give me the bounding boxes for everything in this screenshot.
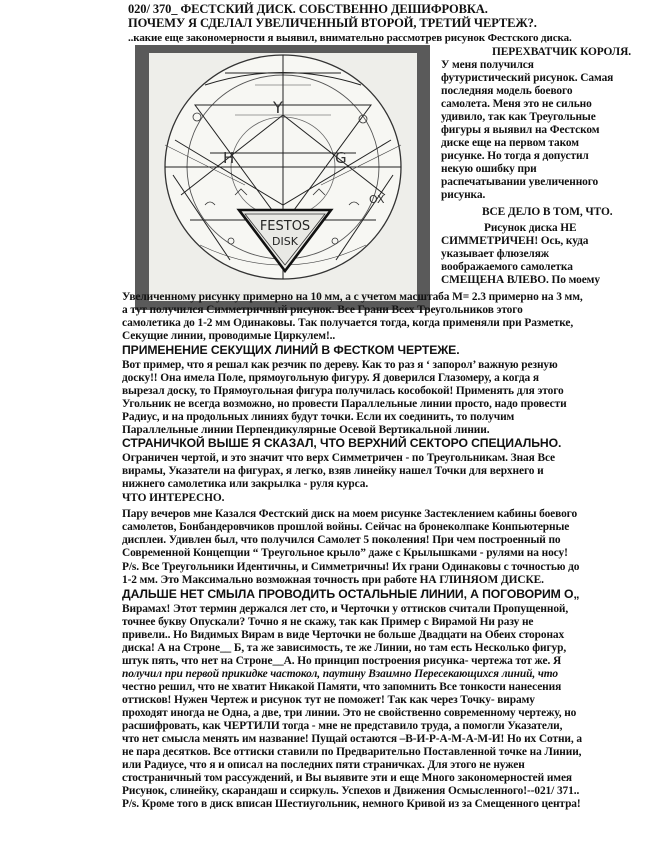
right-col-heading: ПЕРЕХВАТЧИК КОРОЛЯ. [492, 46, 631, 58]
glyph-y: Y [273, 98, 283, 117]
body-line: точнее букву Опускали? Точно я не скажу, так как Пример с Вирамой Ни разу не [122, 616, 534, 628]
body-line: привели.. Но Видимых Вирам в виде Черточки не больше Двадцати на Обеих сторонах [122, 629, 565, 641]
disk-label-disk: DISK [272, 235, 298, 248]
body-line: или Радиусе, что я и описал на последних пяти страничках. Для этого не нужен [122, 759, 525, 771]
body-line: честно решил, что не хватит Никакой Памяти, что запомнить Все тонкости нанесения [122, 681, 562, 693]
body-line: стостраничный том рассуждений, и Вы выявите эти и еще Много закономерностей имея [122, 772, 572, 784]
right-col-line: У меня получился [441, 59, 534, 71]
body-line: получил при первой прикидке частокол, паутину Взаимно Пересекающихся линий, что [122, 668, 558, 680]
right-col-line: рисунке. Но тогда я допустил [441, 150, 589, 162]
glyph-h: H [223, 149, 235, 167]
body-line: Секущие линии, проводимые Циркулем!.. [122, 330, 336, 342]
body-line: P/s. Все Треугольники Идентичны, и Симметричны! Их грани Одинаковы с точностью до [122, 561, 580, 573]
right-col-line: рисунка. [441, 189, 486, 201]
right-col-line: воображаемого самолетка [441, 261, 573, 273]
right-col-line: футуристический рисунок. Самая [441, 72, 614, 84]
doc-subtitle: ПОЧЕМУ Я СДЕЛАЛ УВЕЛИЧЕННЫЙ ВТОРОЙ, ТРЕТИЙ ЧЕРТЕЖ?. [128, 16, 537, 30]
right-col-line: диске еще на первом таком [441, 137, 579, 149]
body-line: Параллельные линии Перпендикулярные Осевой Вертикальной линии. [122, 424, 490, 436]
section-heading: ДАЛЬШЕ НЕТ СМЫЛА ПРОВОДИТЬ ОСТАЛЬНЫЕ ЛИНИИ, А ПОГОВОРИМ О„ [122, 587, 580, 601]
right-col-line: некую ошибку при [441, 163, 537, 175]
body-line: Вот пример, что я решал как резчик по дереву. Как то раз я ‘ запорол’ важную резную [122, 359, 558, 371]
body-line: Ограничен чертой, и это значит что верх Симметричен - по Треугольникам. Зная Все [122, 452, 556, 464]
body-line: Радиус, и на продольных линиях будут точки. Если их соединить, то получим [122, 411, 515, 423]
body-line: Увеличенному рисунку примерно на 10 мм, а с учетом масштаба М= 2.3 примерно на 3 мм, [122, 291, 583, 303]
body-line: вырезал доску, то Прямоугольная фигура получилась кособокой! Применять для этого [122, 385, 564, 397]
right-col-line: самолета. Меня это не сильно [441, 98, 592, 110]
right-col-line: указывает флюзеляж [441, 248, 549, 260]
body-line: Рисунок, слинейку, скарандаш и ссиркуль. Успехов и Движения Осмысленного!--021/ 371.. [122, 785, 580, 797]
disk-drawing-svg [135, 45, 430, 310]
body-line: а тут получился Симметричный рисунок. Все Грани Всех Треугольников этого [122, 304, 523, 316]
body-line: Пару вечеров мне Казался Фестский диск на моем рисунке Застеклением кабины боевого [122, 508, 578, 520]
body-line: оттисков! Нужен Чертеж и рисунок тут не поможет! Так как через Точку- вираму [122, 694, 535, 706]
section-heading: ПРИМЕНЕНИЕ СЕКУЩИХ ЛИНИЙ В ФЕСТКОМ ЧЕРТЕЖЕ. [122, 343, 460, 357]
glyph-g: G [335, 149, 347, 167]
right-col-subheading: ВСЕ ДЕЛО В ТОМ, ЧТО. [482, 206, 613, 218]
body-line: 1-2 мм. Это Максимально возможная точность при работе НА ГЛИНЯОМ ДИСКЕ. [122, 574, 544, 586]
right-col-line: распечатывании увеличенного [441, 176, 599, 188]
body-line: диска! А на Строне__ Б, та же зависимость, те же Линии, но там есть Несколько фигур, [122, 642, 567, 654]
right-col-line: СМЕЩЕНА ВЛЕВО. По моему [441, 274, 600, 286]
body-line: вирамы, Указатели на фигурах, я легко, взяв линейку нашел Точки для верхнего и [122, 465, 544, 477]
right-col-line: Рисунок диска НЕ [484, 222, 577, 234]
right-col-line: фигуры я выявил на Фестском [441, 124, 600, 136]
doc-header-title: 020/ 370_ ФЕСТСКИЙ ДИСК. СОБСТВЕННО ДЕШИФРОВКА. [128, 2, 488, 16]
body-line: доску!! Она имела Поле, прямоугольную фигуру. Я доверился Глазомеру, а когда я [122, 372, 539, 384]
section-heading: ЧТО ИНТЕРЕСНО. [122, 492, 225, 504]
right-col-line: удивило, так как Треугольные [441, 111, 596, 123]
body-line: Современной Концепции “ Треугольное крыло” даже с Крылышками - рулями на носу! [122, 547, 568, 559]
body-line: нижнего самолетика или закрылка - руля курса. [122, 478, 369, 490]
body-line: P/s. Кроме того в диск вписан Шестиугольник, немного Кривой из за Смещенного центра! [122, 798, 581, 810]
body-line: дисплеи. Удивлен был, что получился Самолет 5 поколения! При чем построенный по [122, 534, 561, 546]
festos-disk-drawing [135, 45, 430, 310]
body-line: расшифровать, как ЧЕРТИЛИ тогда - мне не представило труда, а помогли Указатели, [122, 720, 563, 732]
body-line: самолетов, Бонбандеровчиков прошлой войны. Сейчас на бронеколпаке Конпьютерные [122, 521, 570, 533]
right-col-line: последняя модель боевого [441, 85, 573, 97]
disk-label-festos: FESTOS [259, 219, 311, 234]
body-line: Угольник не всегда возможно, но провести Параллельные линии просто, надо провести [122, 398, 567, 410]
body-line: штук пять, что нет на Строне__А. Но принцип построения рисунка- чертежа тот же. Я [122, 655, 562, 667]
body-line: проходят иногда не Одна, а две, три линии. Это не свойственно современному чертежу, но [122, 707, 577, 719]
right-col-line: СИММЕТРИЧЕН! Ось, куда [441, 235, 589, 247]
body-line: самолетика до 1-2 мм Одинаковы. Так получается тогда, когда применяли при Разметке, [122, 317, 574, 329]
section-heading: СТРАНИЧКОЙ ВЫШЕ Я СКАЗАЛ, ЧТО ВЕРХНИЙ СЕКТОРО СПЕЦИАЛЬНО. [122, 436, 562, 450]
body-line: что нет смысла менять им название! Пущай остаются –В-И-Р-А-М-А-М-И! Но их Сотни, а [122, 733, 582, 745]
body-line: Вирамах! Этот термин держался лет сто, и Черточки у оттисков считали Пропущенной, [122, 603, 569, 615]
glyph-ox: OX [369, 193, 385, 206]
doc-subtitle-note: ..какие еще закономерности я выявил, внимательно рассмотрев рисунок Фестского диска. [128, 32, 572, 44]
body-line: не пара десятков. Все оттиски ставили по Предварительно Поставленной точке на Линии, [122, 746, 582, 758]
